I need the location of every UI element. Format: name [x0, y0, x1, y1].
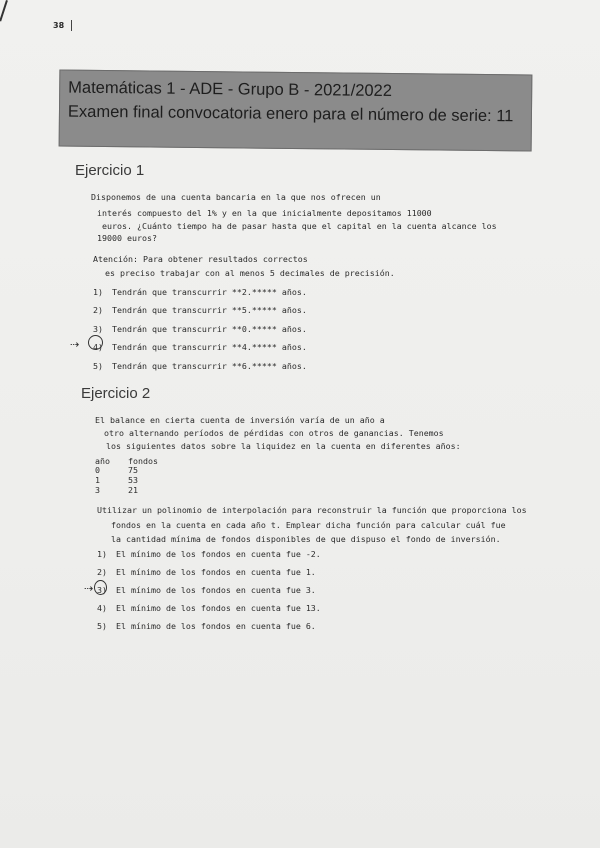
ex1-statement-line: Disponemos de una cuenta bancaria en la que nos ofrecen un [91, 192, 381, 202]
option-number: 3) [97, 585, 107, 595]
table-cell: 1 [95, 475, 100, 485]
option-text: Tendrán que transcurrir **4.***** años. [112, 342, 307, 352]
option-number: 3) [93, 324, 103, 334]
ex2-task-line: fondos en la cuenta en cada año t. Emplear dicha función para calcular cuál fue [111, 520, 506, 530]
option-text: El mínimo de los fondos en cuenta fue -2. [116, 549, 321, 559]
ex2-option-2 [97, 567, 316, 577]
ex1-note-line: es preciso trabajar con al menos 5 decimales de precisión. [105, 268, 395, 278]
ex2-task-line: Utilizar un polinomio de interpolación para reconstruir la función que proporciona los [97, 505, 527, 515]
table-cell: 75 [128, 465, 138, 475]
option-text: Tendrán que transcurrir **6.***** años. [112, 361, 307, 371]
ex2-statement-line: otro alternando períodos de pérdidas con otros de ganancias. Tenemos [104, 428, 444, 438]
header-exam-title: Examen final convocatoria enero para el número de serie: 11 [67, 102, 514, 126]
ex2-statement-line: El balance en cierta cuenta de inversión varía de un año a [95, 415, 385, 425]
option-text: Tendrán que transcurrir **0.***** años. [112, 324, 307, 334]
exercise-2-title: Ejercicio 2 [81, 385, 151, 402]
option-number: 2) [97, 567, 107, 577]
option-text: El mínimo de los fondos en cuenta fue 1. [116, 567, 316, 577]
option-text: El mínimo de los fondos en cuenta fue 13. [116, 603, 321, 613]
ex1-option-1 [93, 287, 307, 297]
ex2-option-5 [97, 621, 316, 631]
ex1-statement-line: interés compuesto del 1% y en la que inicialmente depositamos 11000 [97, 208, 432, 218]
option-number: 1) [97, 549, 107, 559]
option-text: Tendrán que transcurrir **5.***** años. [112, 305, 307, 315]
ex1-option-2 [93, 305, 307, 315]
ex1-option-3 [93, 324, 307, 334]
option-number: 5) [93, 361, 103, 371]
option-text: Tendrán que transcurrir **2.***** años. [112, 287, 307, 297]
handwritten-arrow-icon: ⇢ [70, 338, 80, 351]
ex1-statement-line: 19000 euros? [97, 233, 157, 243]
ex1-statement-line: euros. ¿Cuánto tiempo ha de pasar hasta que el capital en la cuenta alcance los [102, 221, 497, 231]
ex2-option-4 [97, 603, 321, 613]
ex2-option-3 [97, 585, 316, 595]
ex1-option-4 [93, 342, 307, 352]
option-number: 1) [93, 287, 103, 297]
exercise-1-title: Ejercicio 1 [75, 162, 145, 179]
ex2-task-line: la cantidad mínima de fondos disponibles de que dispuso el fondo de inversión. [111, 534, 501, 544]
table-cell: 3 [95, 485, 100, 495]
table-cell: 53 [128, 475, 138, 485]
handwritten-arrow-icon: ⇢ [84, 582, 94, 595]
answer-circle-mark [94, 580, 107, 595]
data-table-header-year: año [95, 456, 110, 466]
data-table-header-funds: fondos [128, 456, 158, 466]
option-text: El mínimo de los fondos en cuenta fue 6. [116, 621, 316, 631]
option-text: El mínimo de los fondos en cuenta fue 3. [116, 585, 316, 595]
answer-circle-mark [88, 335, 103, 350]
ex2-option-1 [97, 549, 321, 559]
option-number: 4) [97, 603, 107, 613]
ex1-option-5 [93, 361, 307, 371]
option-number: 4) [93, 342, 103, 352]
page-number-separator [71, 20, 72, 31]
option-number: 5) [97, 621, 107, 631]
page-number: 38 [53, 21, 65, 30]
exam-header [59, 70, 533, 152]
header-course-title: Matemáticas 1 - ADE - Grupo B - 2021/2022 [68, 78, 393, 101]
table-cell: 0 [95, 465, 100, 475]
ex1-note-line: Atención: Para obtener resultados correctos [93, 254, 308, 264]
option-number: 2) [93, 305, 103, 315]
pen-mark [0, 0, 8, 22]
ex2-statement-line: los siguientes datos sobre la liquidez en la cuenta en diferentes años: [106, 441, 461, 451]
table-cell: 21 [128, 485, 138, 495]
